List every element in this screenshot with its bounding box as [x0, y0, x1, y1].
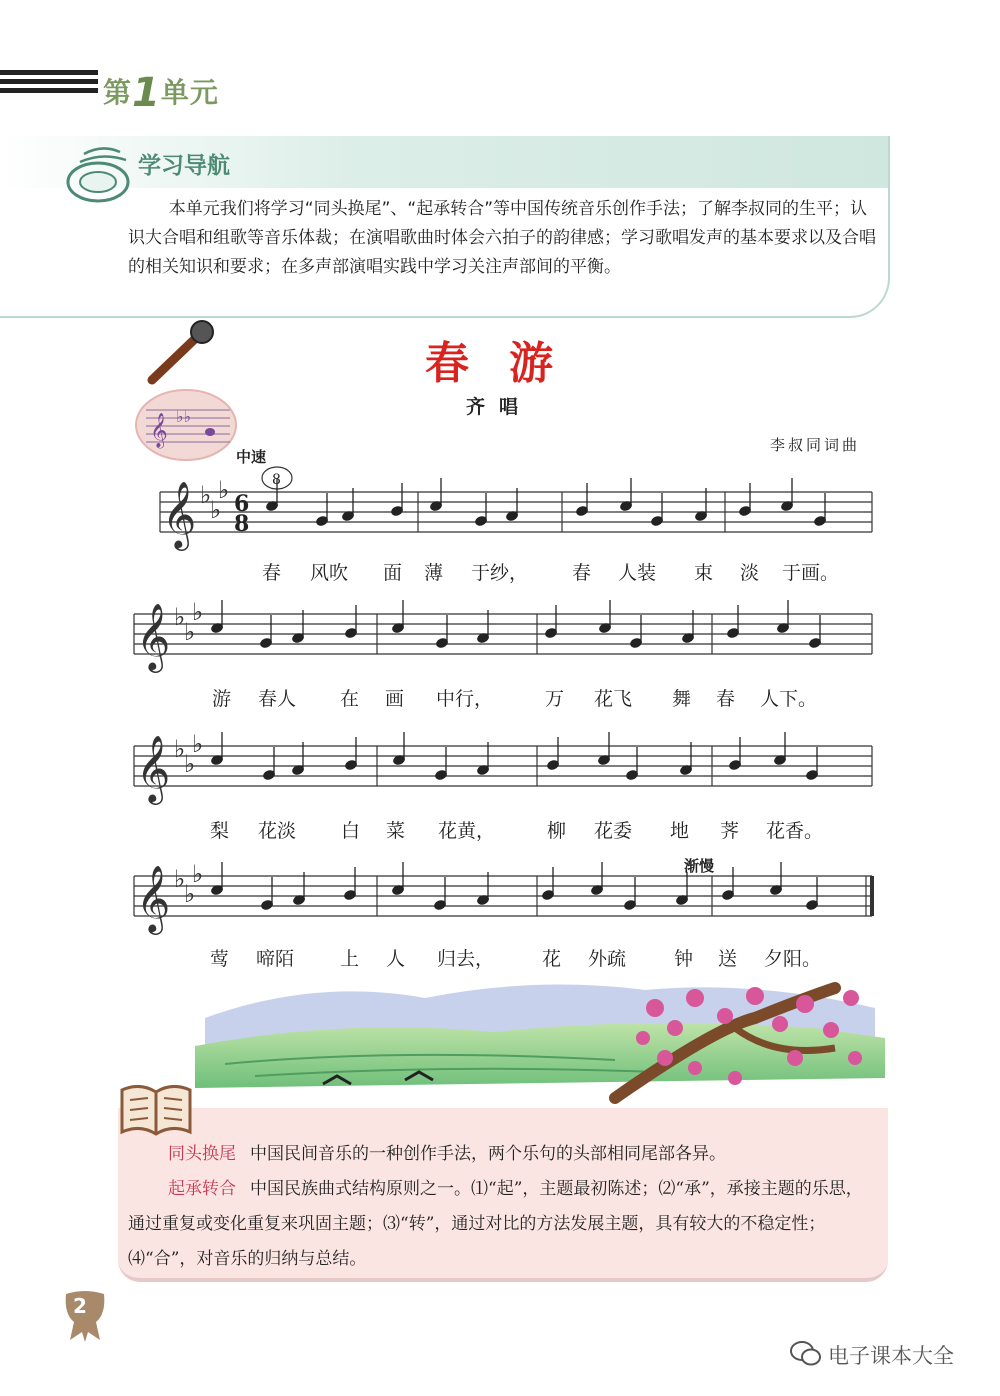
lyric: 舞 [672, 688, 692, 710]
note-head [590, 884, 604, 897]
note-head [210, 622, 224, 635]
flat-sign: ♭ [174, 603, 186, 631]
flat-sign: ♭ [174, 735, 186, 763]
lyric: 钟 [674, 948, 694, 970]
song-title: 春游 [425, 338, 593, 389]
note-head [291, 632, 305, 645]
sound-wave-icon [62, 138, 138, 208]
lyric: 万 [545, 688, 565, 710]
music-staff-badge-icon [134, 388, 238, 462]
note-head [597, 754, 611, 767]
flat-sign: ♭ [218, 476, 230, 504]
lyric: 荠 [720, 820, 740, 842]
lyric: 于画。 [782, 562, 840, 584]
note-head [694, 510, 708, 523]
note-head [541, 889, 555, 902]
guide-text: 本单元我们将学习“同头换尾”、“起承转合”等中国传统音乐创作手法；了解李叔同的生平；认识大合唱和组歌等音乐体裁；在演唱歌曲时体会六拍子的韵律感；学习歌唱发声的基本要求以及合唱的相关知识和要求；在多声部演唱实践中学习关注声部间的平衡。 [128, 199, 876, 277]
lyric: 束 [694, 562, 714, 584]
note-head [505, 510, 519, 523]
note-head [808, 637, 822, 650]
microphone-icon [140, 318, 220, 388]
term-1-name: 同头换尾 [168, 1144, 236, 1164]
lyric: 春 [572, 562, 592, 584]
wechat-icon [790, 1340, 822, 1368]
lyric: 春 [262, 562, 282, 584]
flat-sign: ♭ [184, 880, 196, 908]
note-head [434, 769, 448, 782]
treble-clef: 𝄞 [136, 602, 171, 670]
note-head [474, 515, 488, 528]
lyric: 春人 [258, 688, 297, 710]
note-head [476, 764, 490, 777]
note-head [726, 627, 740, 640]
treble-clef: 𝄞 [136, 864, 171, 932]
flat-sign: ♭ [192, 860, 204, 888]
note-head [315, 515, 329, 528]
lyric: 淡 [740, 562, 760, 584]
song-composer: 李叔同词曲 [770, 436, 861, 454]
flat-sign: ♭ [184, 750, 196, 778]
note-head [390, 505, 404, 518]
note-head [738, 505, 752, 518]
note-head [679, 764, 693, 777]
lyric: 外疏 [588, 948, 627, 970]
lyric: 夕阳。 [764, 948, 822, 970]
note-head [391, 622, 405, 635]
note-head [728, 759, 742, 772]
unit-title: 第1单元 [103, 70, 219, 116]
lyric: 莺 [210, 948, 230, 970]
time-signature-bottom: 8 [234, 511, 250, 537]
note-head [675, 894, 689, 907]
lyric: 啼陌 [256, 948, 295, 970]
note-head [210, 884, 224, 897]
time-signature-top: 6 [234, 491, 250, 517]
term-2-name: 起承转合 [168, 1179, 236, 1199]
note-head [476, 632, 490, 645]
svg-text:𝄞: 𝄞 [150, 413, 168, 448]
spring-landscape-illustration [195, 968, 885, 1113]
song-subtitle: 齐唱 [466, 396, 533, 418]
term-1: 同头换尾 中国民间音乐的一种创作手法，两个乐句的头部相同尾部各异。 [168, 1144, 726, 1164]
lyric: 春 [716, 688, 736, 710]
note-head [681, 632, 695, 645]
note-head [391, 884, 405, 897]
note-head [429, 500, 443, 513]
note-head [805, 769, 819, 782]
svg-text:♭♭: ♭♭ [176, 407, 192, 426]
note-head [619, 500, 633, 513]
lyrics-line-2 [0, 684, 1000, 708]
tempo-marking: 中速 [236, 448, 267, 466]
lyric: 菜 [386, 820, 406, 842]
note-head [341, 510, 355, 523]
note-head [813, 515, 827, 528]
lyric: 柳 [547, 820, 567, 842]
note-head [629, 637, 643, 650]
note-head [265, 500, 279, 513]
flat-sign: ♭ [210, 496, 222, 524]
measure-number-circle [262, 467, 292, 489]
lyric: 中行， [436, 688, 494, 710]
flat-sign: ♭ [184, 618, 196, 646]
flat-sign: ♭ [200, 481, 212, 509]
lyric: 薄 [424, 562, 444, 584]
unit-header-lines [0, 68, 98, 98]
lyric: 游 [212, 688, 232, 710]
note-head [292, 894, 306, 907]
note-head [259, 637, 273, 650]
term-2: 起承转合 中国民族曲式结构原则之一。⑴“起”，主题最初陈述；⑵“承”，承接主题的乐思，通过重复或变化重复来巩固主题；⑶“转”，通过对比的方法发展主题，具有较大的不稳定性；⑷“合”，对音乐的归纳与总结。 [128, 1179, 863, 1269]
note-head [598, 622, 612, 635]
note-head [433, 899, 447, 912]
lyric: 花委 [594, 820, 633, 842]
note-head [546, 759, 560, 772]
note-head [262, 769, 276, 782]
note-head [291, 764, 305, 777]
note-head [625, 769, 639, 782]
lyric: 于纱， [471, 562, 529, 584]
treble-clef: 𝄞 [162, 480, 197, 548]
lyric: 在 [340, 688, 360, 710]
note-head [776, 622, 790, 635]
lyric: 人装 [618, 562, 657, 584]
note-head [344, 627, 358, 640]
open-book-icon [116, 1072, 196, 1140]
note-head [773, 754, 787, 767]
lyric: 面 [383, 562, 403, 584]
lyric: 画 [385, 688, 405, 710]
measure-number: 8 [272, 472, 281, 488]
lyric: 花飞 [594, 688, 633, 710]
page-number: 2 [73, 1294, 87, 1318]
lyric: 送 [718, 948, 738, 970]
flat-sign: ♭ [174, 865, 186, 893]
lyrics-line-4 [0, 944, 1000, 968]
note-head [544, 627, 558, 640]
lyric: 上 [340, 948, 360, 970]
lyric: 风吹 [310, 562, 349, 584]
note-head [623, 899, 637, 912]
lyric: 梨 [210, 820, 230, 842]
lyric: 花淡 [258, 820, 297, 842]
guide-title: 学习导航 [138, 153, 230, 179]
lyrics-line-3 [0, 816, 1000, 840]
note-head [343, 889, 357, 902]
lyrics-line-1 [0, 558, 1000, 582]
lyric: 归去， [437, 948, 495, 970]
note-head [435, 637, 449, 650]
note-head [769, 884, 783, 897]
flat-sign: ♭ [192, 598, 204, 626]
note-head [476, 894, 490, 907]
note-head [575, 505, 589, 518]
tempo-change-marking: 渐慢 [684, 857, 715, 875]
note-head [260, 899, 274, 912]
note-head [344, 759, 358, 772]
flat-sign: ♭ [192, 730, 204, 758]
lyric: 人 [386, 948, 406, 970]
note-head [780, 500, 794, 513]
lyric: 花黄， [438, 820, 496, 842]
lyric: 人下。 [760, 688, 818, 710]
lyric: 花香。 [766, 820, 824, 842]
note-head [721, 889, 735, 902]
note-head [210, 754, 224, 767]
lyric: 地 [670, 820, 690, 842]
terms-text [128, 1137, 873, 1277]
note-head [392, 754, 406, 767]
note-head [650, 515, 664, 528]
lyric: 花 [542, 948, 562, 970]
note-head [805, 899, 819, 912]
treble-clef: 𝄞 [136, 734, 171, 802]
lyric: 白 [341, 820, 361, 842]
